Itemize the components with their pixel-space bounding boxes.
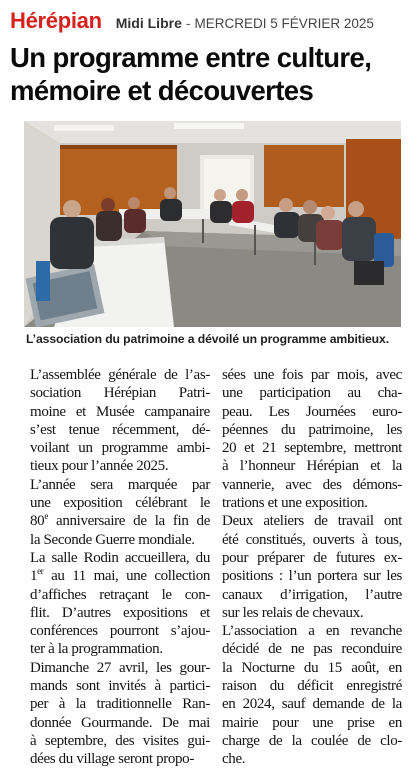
article-line: flit. D’autres expositions et [30, 604, 210, 621]
newspaper-name: Midi Libre [115, 15, 182, 31]
article-line: tieux pour l’année 2025. [30, 458, 169, 475]
article-line: la Nocturne du 15 août, en [222, 659, 402, 676]
town-name: Hérépian [10, 8, 102, 33]
article-line: positions : l’un portera sur les [222, 568, 402, 585]
article-line: sur les relais de chevaux. [222, 604, 364, 621]
headline-line-1: Un programme entre culture, [10, 42, 372, 73]
article-line: s’est tenue récemment, dé- [30, 421, 210, 438]
article-line: 1er au 11 mai, une collection [30, 566, 210, 585]
article-line: conférences pourront s’ajou- [30, 623, 210, 640]
article-line: pour préparer de futures ex- [222, 549, 402, 566]
issue-date: MERCREDI 5 FÉVRIER 2025 [194, 16, 374, 31]
article-line: canaux d’irrigation, l’autre [222, 586, 402, 603]
article-line: L’assemblée générale de l’as- [30, 367, 210, 383]
ordinal-superscript: e [44, 511, 48, 522]
article-line: vannerie, avec des démons- [222, 476, 402, 493]
photo-caption: L’association du patrimoine a dévoilé un programme ambitieux. [26, 332, 389, 346]
article-line: décidé de ne pas reconduire [222, 641, 402, 658]
article-line: une exposition célébrant le [30, 495, 210, 512]
ordinal-superscript: er [37, 566, 44, 577]
article-line: d’affiches retraçant le con- [30, 586, 210, 603]
article-line: dées du village seront propo- [30, 751, 194, 768]
article-line: en 2024, sauf demande de la [222, 696, 402, 713]
article-column-left [30, 366, 210, 769]
article-line: à septembre, des visites gui- [30, 732, 210, 749]
article-photo [24, 121, 401, 327]
article-line: L’année sera marquée par [30, 476, 210, 493]
article-line: à l’honneur Hérépian et la [222, 458, 402, 475]
headline-line-2: mémoire et découvertes [10, 75, 314, 106]
article-line: per à la traditionnelle Ran- [30, 696, 210, 713]
article-line: La salle Rodin accueillera, du [30, 549, 210, 566]
article-line: été constitués, ouverts à tous, [222, 531, 402, 548]
article-line: la Seconde Guerre mondiale. [30, 531, 195, 548]
article-line: péennes du patrimoine, les [222, 421, 402, 438]
article-line: sociation Hérépian Patri- [30, 385, 210, 402]
article-line: peau. Les Journées euro- [222, 403, 402, 420]
masthead-separator: - [185, 15, 191, 31]
article-line: mairie pour une prise en [222, 714, 402, 731]
article-line: moine et Musée campanaire [30, 403, 210, 420]
article-line: une participation au cha- [222, 385, 402, 402]
article-line: Dimanche 27 avril, les gour- [30, 659, 210, 676]
article-line: voilant un programme ambi- [30, 440, 210, 457]
article-line: mands sont invités à partici- [30, 678, 210, 695]
article-line: che. [222, 751, 246, 768]
article-line: raison du déficit enregistré [222, 678, 402, 695]
meeting-room-photo [24, 121, 401, 327]
article-column-right [222, 366, 402, 769]
article-line: 80e anniversaire de la fin de [30, 511, 210, 530]
article-line: Deux ateliers de travail ont [222, 513, 402, 530]
article-line: L’association a en revanche [222, 623, 402, 640]
article-line: ter à la programmation. [30, 641, 163, 658]
article-headline [10, 41, 414, 107]
masthead [10, 8, 410, 36]
article-line: sées une fois par mois, avec [222, 367, 402, 383]
article-line: 20 et 21 septembre, mettront [222, 440, 402, 457]
article-line: trations et une exposition. [222, 495, 368, 512]
article-line: charge de la coulée de clo- [222, 732, 402, 749]
article-line: donnée Gourmande. De mai [30, 714, 210, 731]
